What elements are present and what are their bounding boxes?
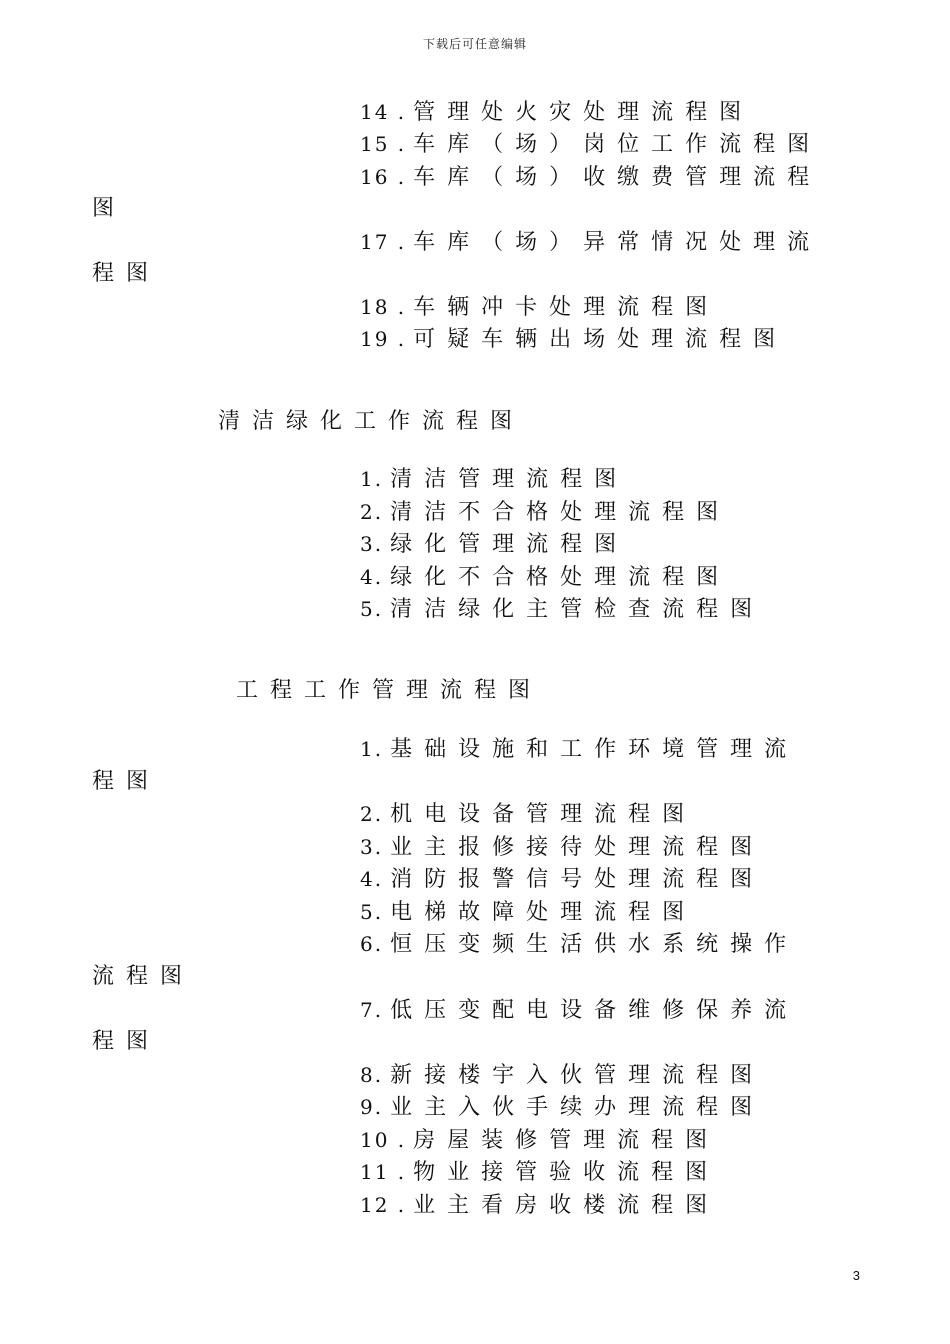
item-text: 可疑车辆出场处理流程图 [413,327,788,352]
item-text: 清洁管理流程图 [390,467,629,492]
item-text: 清洁绿化主管检查流程图 [390,597,765,622]
list-item [360,496,730,528]
list-item [360,1059,764,1091]
item-number: 19 . [360,327,407,351]
list-item [360,226,821,258]
item-text: 基础设施和工作环境管理流 [390,737,799,762]
item-number: 2. [360,500,384,524]
item-number: 4. [360,867,384,891]
list-item [360,896,696,928]
list-item [360,733,798,765]
item-number: 18 . [360,295,407,319]
list-item [360,291,719,323]
list-item-continuation: 程图 [92,1029,161,1054]
item-number: 2. [360,802,384,826]
item-text: 车库（场）岗位工作流程图 [413,132,822,157]
item-number: 9. [360,1095,384,1119]
item-number: 3. [360,835,384,859]
item-number: 16 . [360,165,407,189]
section-title-engineering: 工程工作管理流程图 [236,678,543,703]
item-text: 恒压变频生活供水系统操作 [390,932,799,957]
item-number: 12 . [360,1193,407,1217]
list-item [360,1091,764,1123]
item-number: 5. [360,900,384,924]
item-text: 物业接管验收流程图 [413,1160,720,1185]
item-text: 业主入伙手续办理流程图 [390,1095,765,1120]
list-item [360,128,821,160]
item-text: 业主报修接待处理流程图 [390,835,765,860]
item-text: 清洁不合格处理流程图 [390,500,731,525]
list-item [360,831,764,863]
list-item [360,863,764,895]
item-text: 车辆冲卡处理流程图 [413,295,720,320]
item-number: 7. [360,998,384,1022]
item-number: 17 . [360,230,407,254]
item-text: 机电设备管理流程图 [390,802,697,827]
item-text: 新接楼宇入伙管理流程图 [390,1063,765,1088]
item-number: 1. [360,467,384,491]
item-number: 4. [360,565,384,589]
list-item [360,528,628,560]
item-number: 15 . [360,132,407,156]
list-item [360,1156,719,1188]
list-item [360,561,730,593]
item-text: 绿化不合格处理流程图 [390,565,731,590]
item-number: 3. [360,532,384,556]
item-text: 车库（场）异常情况处理流 [413,230,822,255]
item-number: 8. [360,1063,384,1087]
item-text: 车库（场）收缴费管理流程 [413,165,822,190]
list-item [360,593,764,625]
item-number: 1. [360,737,384,761]
item-number: 10 . [360,1128,407,1152]
item-text: 业主看房收楼流程图 [413,1193,720,1218]
item-number: 14 . [360,100,407,124]
list-item [360,1124,719,1156]
list-item-continuation: 流程图 [92,964,195,989]
list-item [360,463,628,495]
item-text: 电梯故障处理流程图 [390,900,697,925]
list-item-continuation: 图 [92,196,127,221]
list-item [360,1189,719,1221]
page-number: 3 [852,1268,860,1283]
item-number: 5. [360,597,384,621]
page-header: 下载后可任意编辑 [422,37,527,51]
item-number: 11 . [360,1160,407,1184]
list-item [360,994,798,1026]
item-number: 6. [360,932,384,956]
item-text: 低压变配电设备维修保养流 [390,998,799,1023]
list-item [360,96,753,128]
item-text: 管理处火灾处理流程图 [413,100,754,125]
list-item [360,928,798,960]
section-title-cleaning: 清洁绿化工作流程图 [218,409,525,434]
list-item-continuation: 程图 [92,261,161,286]
list-item [360,161,821,193]
item-text: 消防报警信号处理流程图 [390,867,765,892]
item-text: 房屋装修管理流程图 [413,1128,720,1153]
item-text: 绿化管理流程图 [390,532,629,557]
list-item [360,798,696,830]
list-item [360,323,787,355]
list-item-continuation: 程图 [92,769,161,794]
